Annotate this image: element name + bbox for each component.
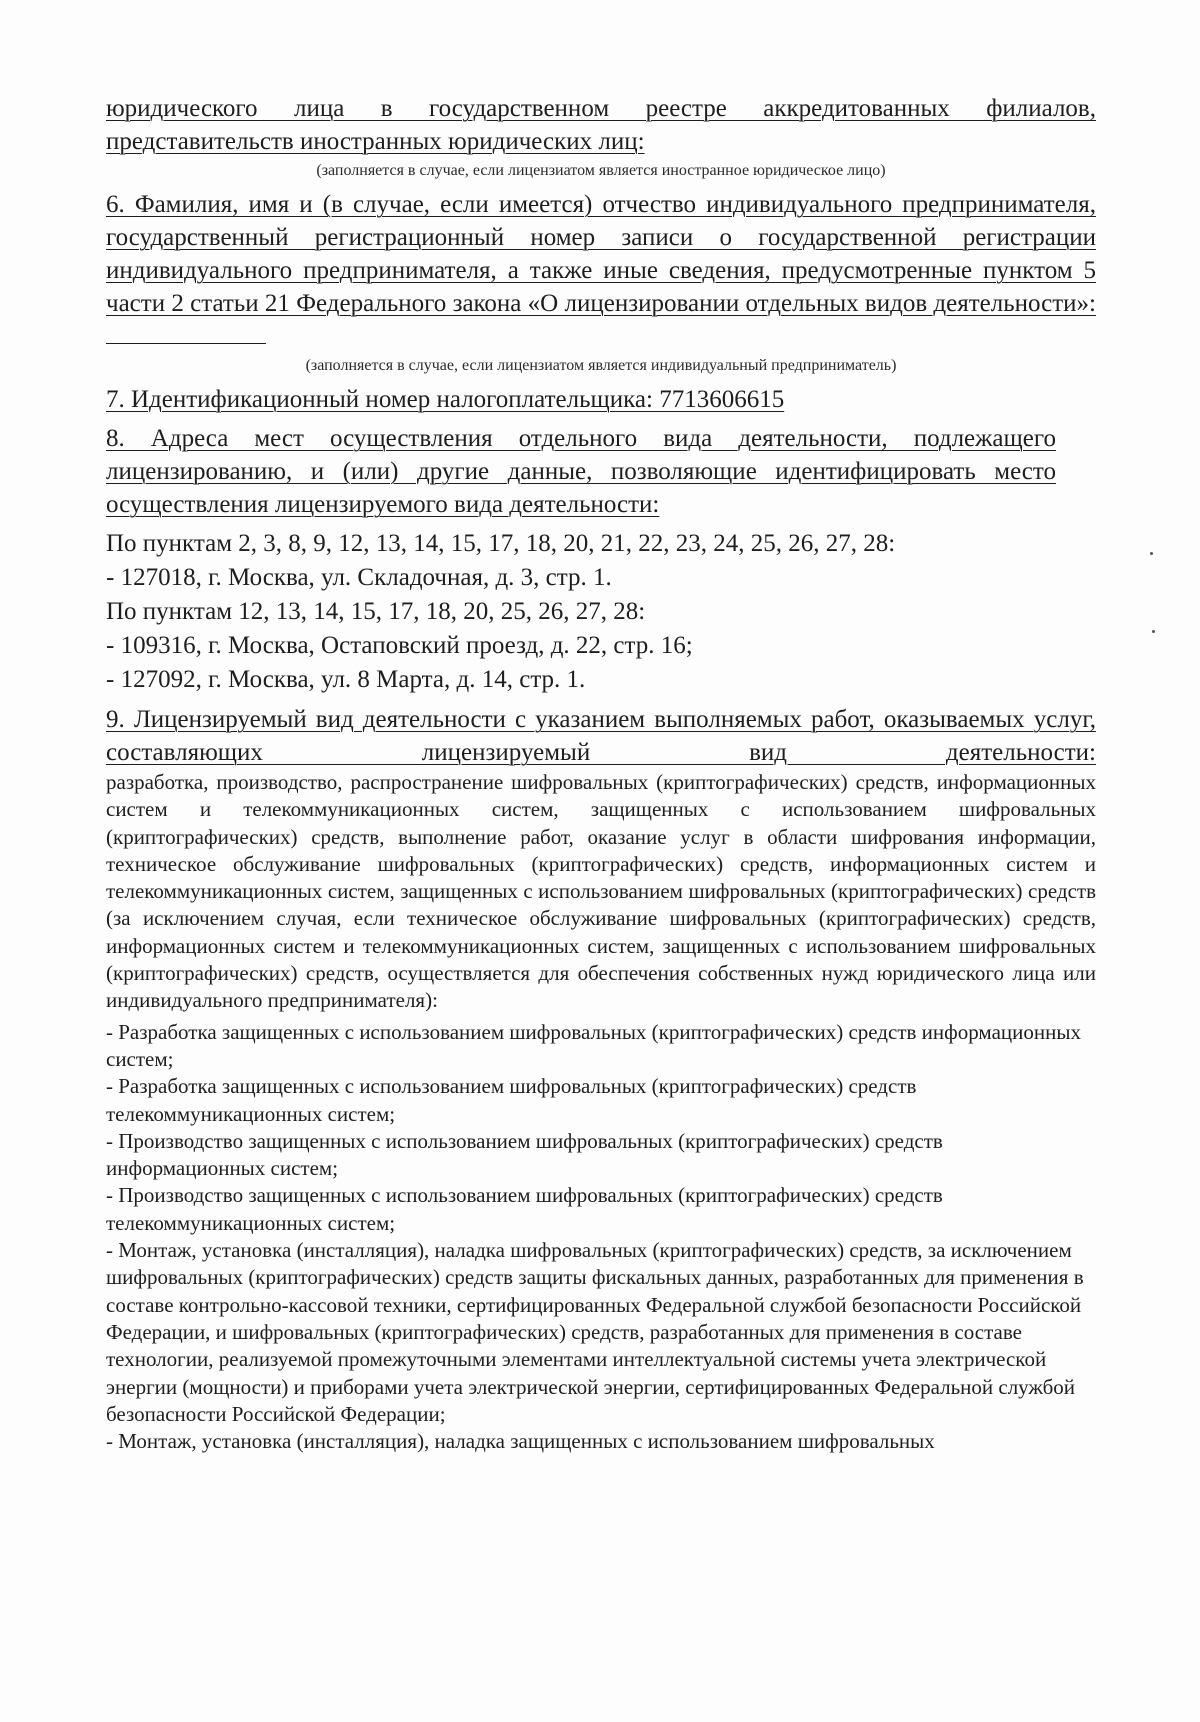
list-item: - Монтаж, установка (инсталляция), наладка шифровальных (криптографических) средств, за исключением шифровальных (криптографических) средств защиты фискальных данных, разработанных для применения в составе контрольно-кассовой техники, сертифицированных Федеральной службой безопасности Российской Федерации, и шифровальных (криптографических) средств, разработанных для применения в составе технологии, реализуемой промежуточными элементами интеллектуальной системы учета электрической энергии (мощности) и приборами учета электрической энергии, сертифицированных Федеральной службой безопасности Российской Федерации; — [106, 1238, 1084, 1426]
address-line: По пунктам 2, 3, 8, 9, 12, 13, 14, 15, 17, 18, 20, 21, 22, 23, 24, 25, 26, 27, 28: — [106, 530, 896, 557]
address-line: - 109316, г. Москва, Остаповский проезд, д. 22, стр. 16; — [106, 632, 693, 659]
address-line: По пунктам 12, 13, 14, 15, 17, 18, 20, 25, 26, 27, 28: — [106, 598, 646, 625]
section-6-text-span: 6. Фамилия, имя и (в случае, если имеется) отчество индивидуального предпринимателя, государственный регистрационный номер записи о государственной регистрации индивидуального предпринимателя, а также иные сведения, предусмотренные пунктом 5 части 2 статьи 21 Федерального закона «О лицензировании отдельных видов деятельности»: — [106, 191, 1096, 317]
blank-fill-line — [106, 342, 266, 344]
scan-speck — [1152, 630, 1155, 633]
document-content — [106, 92, 1096, 1455]
list-item: - Производство защищенных с использованием шифровальных (криптографических) средств телекоммуникационных систем; — [106, 1183, 943, 1235]
address-line: - 127018, г. Москва, ул. Складочная, д. 3, стр. 1. — [106, 564, 612, 591]
section-5-note: (заполняется в случае, если лицензиатом является иностранное юридическое лицо) — [316, 162, 886, 179]
section-8-heading: 8. Адреса мест осуществления отдельного вида деятельности, подлежащего лицензированию, и (или) другие данные, позволяющие идентифицировать место осуществления лицензируемого вида деятельности: — [106, 425, 1056, 518]
address-line: - 127092, г. Москва, ул. 8 Марта, д. 14, стр. 1. — [106, 666, 586, 693]
section-9-body: разработка, производство, распространение шифровальных (криптографических) средств, информационных систем и телекоммуникационных систем, защищенных с использованием шифровальных (криптографических) средств, выполнение работ, оказание услуг в области шифрования информации, техническое обслуживание шифровальных (криптографических) средств, информационных систем и телекоммуникационных систем, защищенных с использованием шифровальных (криптографических) средств (за исключением случая, если техническое обслуживание шифровальных (криптографических) средств, информационных систем и телекоммуникационных систем, защищенных с использованием шифровальных (криптографических) средств, осуществляется для обеспечения собственных нужд юридического лица или индивидуального предпринимателя): — [106, 770, 1096, 1013]
section-9-heading: 9. Лицензируемый вид деятельности с указанием выполняемых работ, оказываемых услуг, составляющих лицензируемый вид деятельности: — [106, 706, 1096, 766]
section-5-text: юридического лица в государственном реестре аккредитованных филиалов, представительств иностранных юридических лиц: — [106, 95, 1096, 155]
list-item: - Монтаж, установка (инсталляция), наладка защищенных с использованием шифровальных — [106, 1429, 935, 1454]
list-item: - Производство защищенных с использованием шифровальных (криптографических) средств информационных систем; — [106, 1128, 943, 1181]
scan-speck — [1150, 552, 1153, 555]
section-9-items — [106, 1019, 1096, 1456]
section-7-text: 7. Идентификационный номер налогоплательщика: 7713606615 — [106, 386, 785, 413]
section-6-note: (заполняется в случае, если лицензиатом является индивидуальный предприниматель) — [305, 357, 897, 374]
list-item: - Разработка защищенных с использованием шифровальных (криптографических) средств информационных систем; — [106, 1019, 1081, 1071]
list-item: - Разработка защищенных с использованием шифровальных (криптографических) средств телекоммуникационных систем; — [106, 1074, 917, 1126]
section-8-addresses — [106, 527, 1096, 697]
section-6-text — [106, 188, 1096, 353]
